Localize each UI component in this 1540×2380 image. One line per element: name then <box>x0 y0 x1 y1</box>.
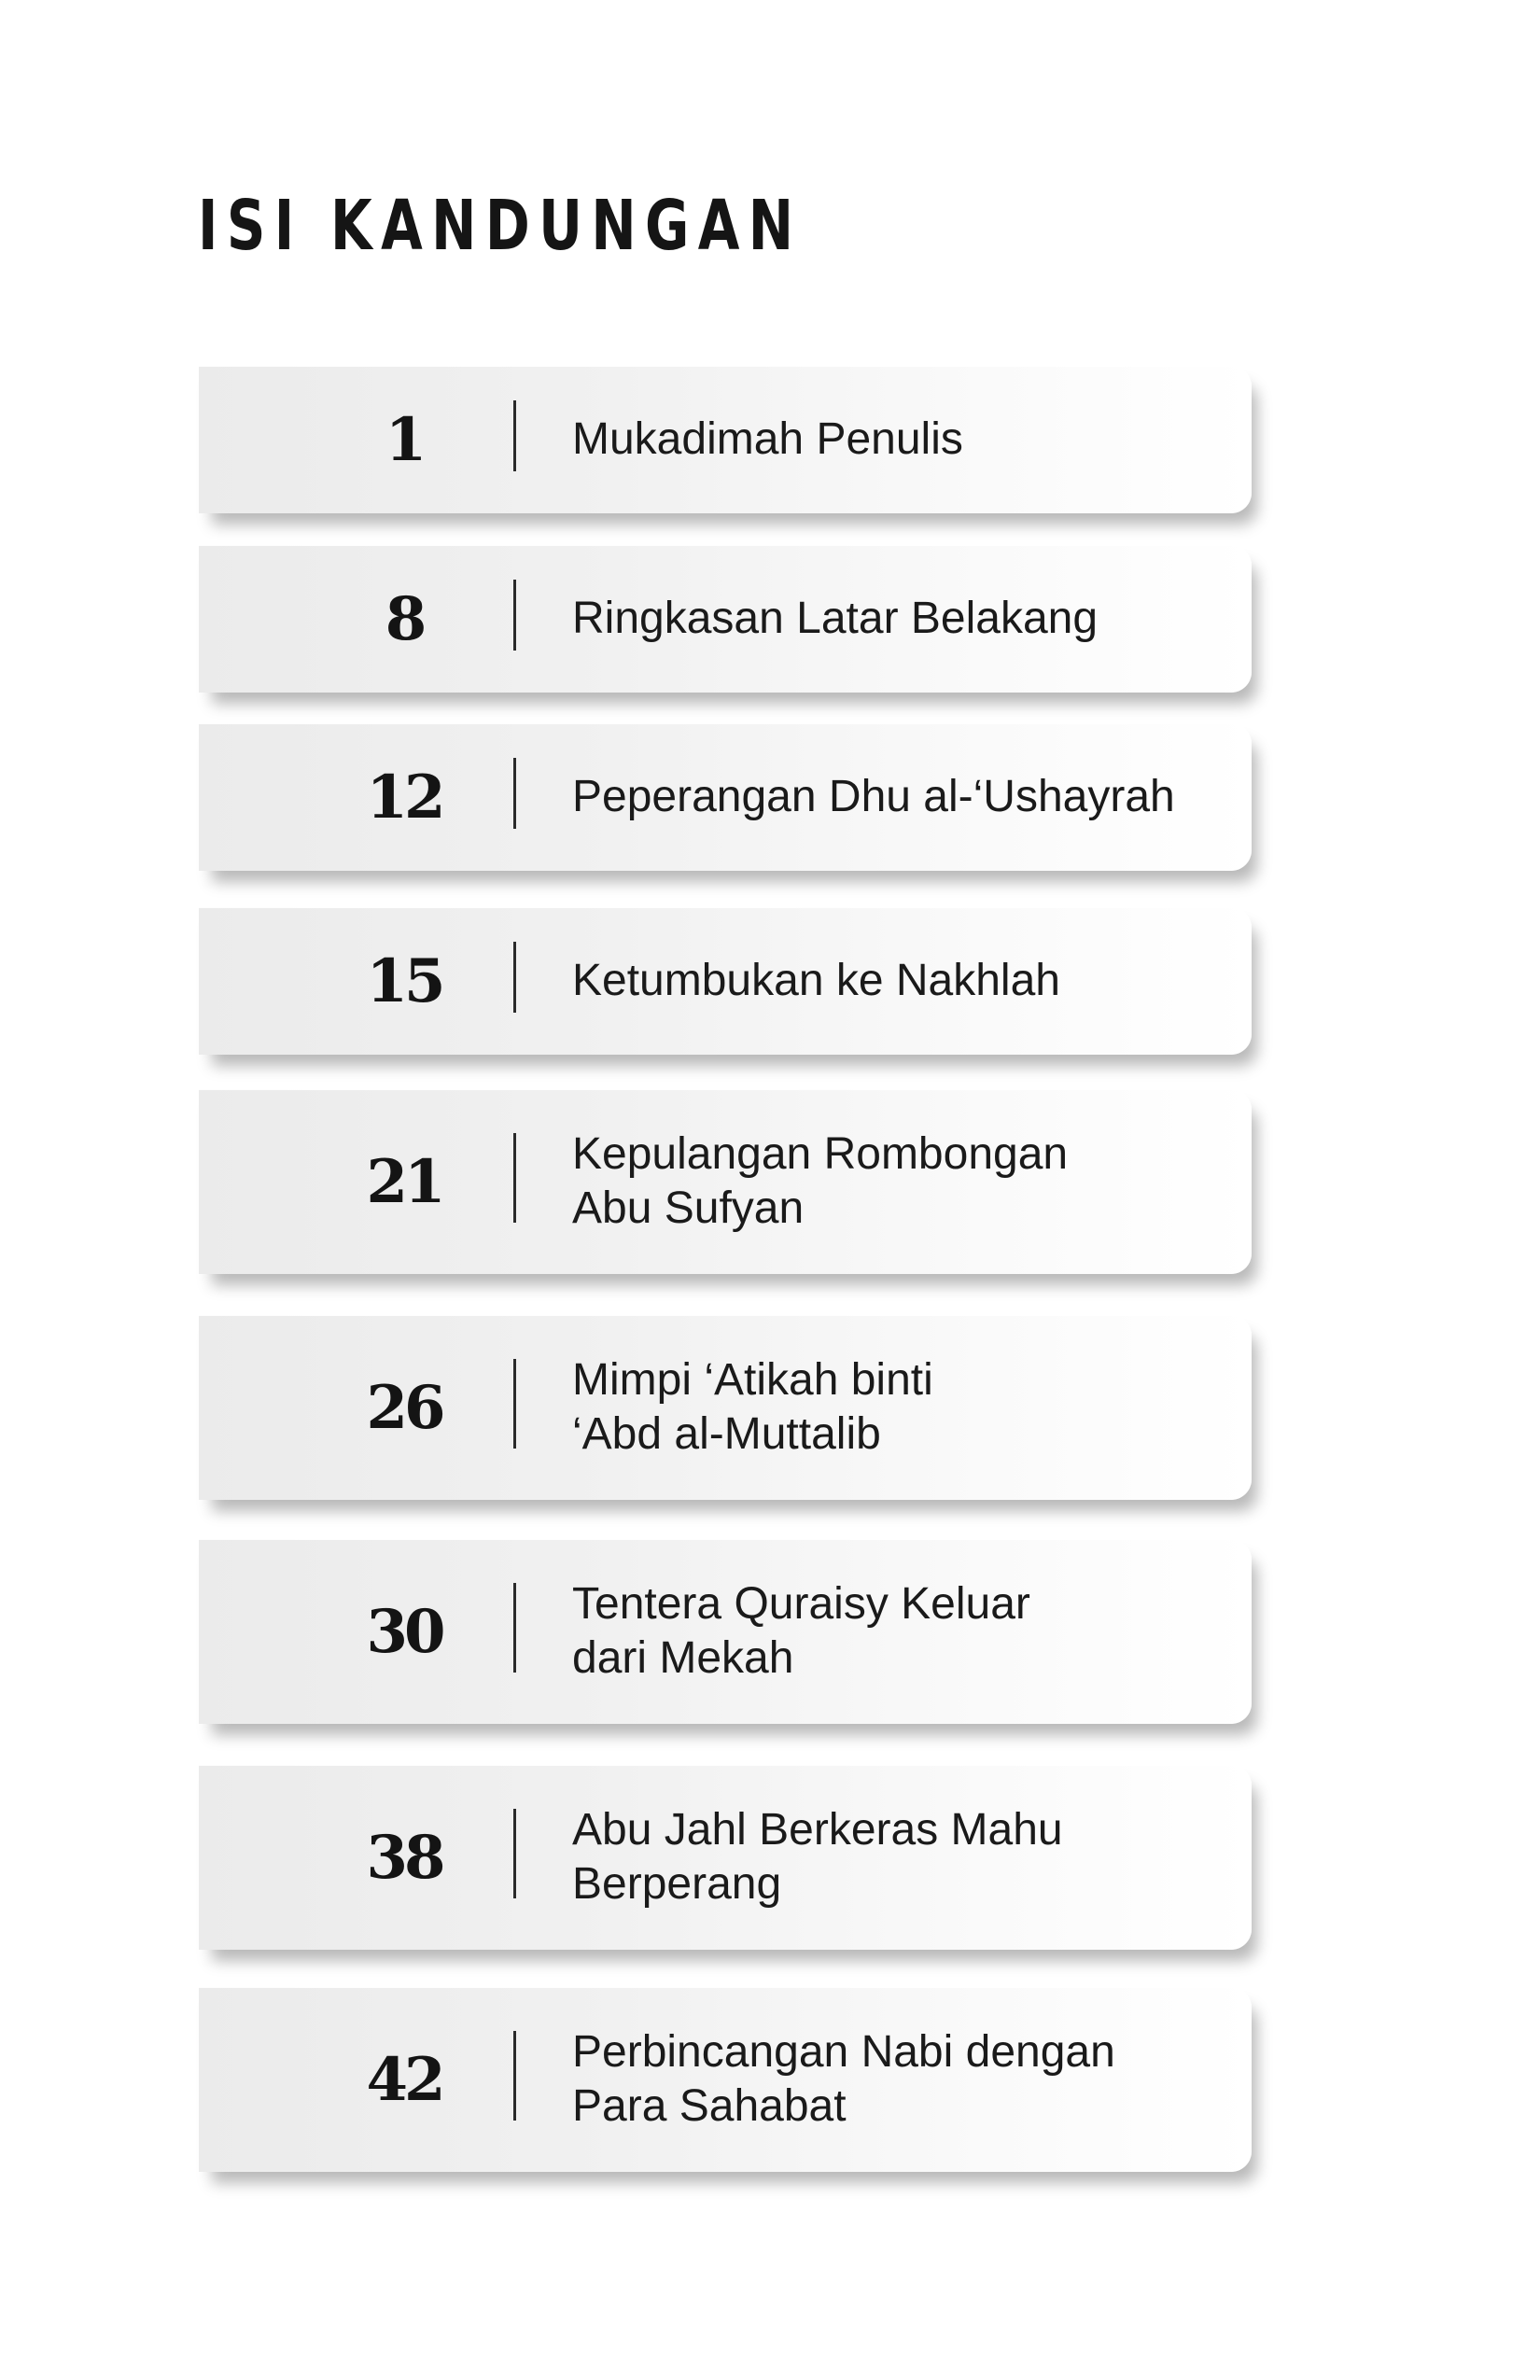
toc-chapter-title <box>572 366 1214 513</box>
toc-chapter-title-line: Abu Jahl Berkeras Mahu <box>572 1805 1063 1855</box>
toc-separator <box>513 580 516 651</box>
toc-chapter-title <box>572 907 1214 1055</box>
toc-entry[interactable] <box>199 1765 1252 1950</box>
toc-chapter-title <box>572 1539 1214 1724</box>
toc-chapter-title <box>572 1987 1214 2172</box>
toc-page-number: 42 <box>366 2044 442 2115</box>
toc-chapter-title-line: Peperangan Dhu al-‘Ushayrah <box>572 772 1175 821</box>
toc-separator <box>513 1359 516 1449</box>
toc-separator <box>513 942 516 1013</box>
toc-separator <box>513 1133 516 1223</box>
toc-separator <box>513 400 516 471</box>
toc-separator <box>513 1583 516 1673</box>
toc-chapter-title-line: Ketumbukan ke Nakhlah <box>572 956 1060 1005</box>
toc-page-number: 15 <box>366 945 442 1016</box>
toc-chapter-title <box>572 545 1214 693</box>
toc-separator <box>513 758 516 829</box>
toc-entry[interactable] <box>199 907 1252 1055</box>
toc-entry[interactable] <box>199 1089 1252 1274</box>
toc-chapter-title <box>572 1765 1214 1950</box>
toc-page-number: 21 <box>366 1146 442 1217</box>
toc-separator <box>513 1809 516 1898</box>
toc-entry[interactable] <box>199 1539 1252 1724</box>
toc-chapter-title-line: dari Mekah <box>572 1633 794 1683</box>
toc-chapter-title-line: Kepulangan Rombongan <box>572 1129 1069 1179</box>
toc-chapter-title <box>572 723 1214 871</box>
toc-chapter-title <box>572 1089 1214 1274</box>
toc-entry[interactable] <box>199 366 1252 513</box>
toc-page-number: 12 <box>366 762 442 833</box>
toc-chapter-title <box>572 1315 1214 1500</box>
toc-page-number: 38 <box>366 1822 442 1893</box>
toc-separator <box>513 2031 516 2121</box>
toc-chapter-title-line: ‘Abd al-Muttalib <box>572 1409 881 1459</box>
toc-chapter-title-line: Para Sahabat <box>572 2081 847 2131</box>
toc-chapter-title-line: Tentera Quraisy Keluar <box>572 1579 1030 1629</box>
toc-chapter-title-line: Ringkasan Latar Belakang <box>572 594 1099 643</box>
toc-entry[interactable] <box>199 1315 1252 1500</box>
toc-entry[interactable] <box>199 723 1252 871</box>
toc-entry[interactable] <box>199 545 1252 693</box>
toc-chapter-title-line: Mimpi ‘Atikah binti <box>572 1355 933 1405</box>
toc-page-number: 8 <box>385 583 424 654</box>
toc-chapter-title-line: Mukadimah Penulis <box>572 414 963 464</box>
toc-chapter-title-line: Berperang <box>572 1859 782 1909</box>
toc-entry[interactable] <box>199 1987 1252 2172</box>
toc-page-number: 26 <box>366 1372 442 1443</box>
toc-chapter-title-line: Perbincangan Nabi dengan <box>572 2027 1115 2077</box>
toc-page-number: 1 <box>385 404 424 475</box>
toc-chapter-title-line: Abu Sufyan <box>572 1183 805 1233</box>
toc-page-number: 30 <box>366 1596 442 1667</box>
page-title: ISI KANDUNGAN <box>198 186 803 266</box>
